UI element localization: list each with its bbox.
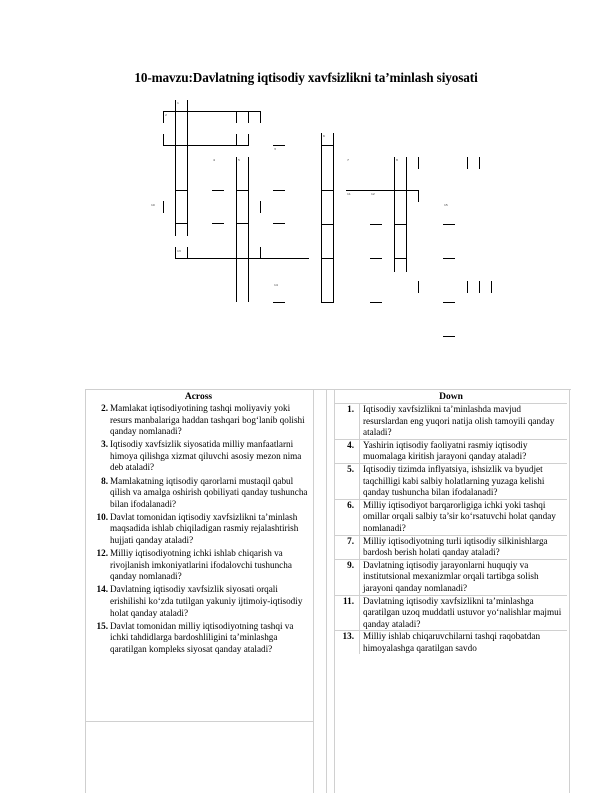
grid-line: [321, 224, 333, 225]
clue-number: 1.: [335, 404, 360, 439]
grid-line: [248, 134, 249, 146]
grid-number: 14: [274, 283, 278, 287]
grid-line: [187, 247, 188, 259]
across-clue: [86, 512, 311, 547]
table-border: [569, 390, 570, 793]
grid-line: [187, 180, 188, 236]
across-header: Across: [184, 392, 213, 402]
grid-line: [370, 258, 382, 259]
clue-text: Milliy iqtisodiyot barqarorligiga ichki yoki tashqi omillar orqali salbiy ta’sir ko‘rsatuvchi holat qanday nomlanadi?: [363, 499, 556, 533]
clue-text: Iqtisodiy xavfsizlik siyosatida milliy manfaatlarni himoya qilishga xizmat qiluvchi asosiy mezon nima deb ataladi?: [110, 439, 302, 473]
across-clue: [86, 403, 311, 438]
clue-number: 2.: [101, 403, 108, 413]
clue-number: 10.: [96, 511, 108, 522]
clues-table: [85, 389, 571, 793]
grid-line: [163, 201, 164, 213]
grid-line: [260, 247, 261, 259]
clue-number: 4.: [335, 440, 360, 463]
clue-number: 11.: [335, 596, 360, 631]
clue-number: 8.: [101, 475, 108, 486]
grid-line: [236, 223, 248, 224]
clue-text: Iqtisodiy tizimda inflyatsiya, ishsizlik va byudjet taqchilligi kabi salbiy holatlarning yuzaga kelishi qanday tushuncha bilan ifodalanadi?: [363, 463, 545, 498]
grid-line: [212, 223, 224, 224]
grid-number: 2: [165, 113, 167, 117]
grid-line: [236, 157, 237, 302]
grid-line: [321, 258, 333, 259]
clue-text: Davlatning iqtisodiy jarayonlarni huquqiy va institutsional mexanizmlar orqali tartibga solish jarayoni qanday nomlanadi?: [363, 559, 539, 593]
grid-line: [236, 111, 237, 123]
grid-line: [467, 157, 468, 169]
grid-line: [479, 281, 480, 293]
grid-line: [175, 223, 187, 224]
across-clue: [86, 476, 311, 511]
grid-line: [443, 302, 455, 303]
grid-line: [443, 224, 455, 225]
grid-line: [346, 190, 418, 191]
clue-number: 5.: [335, 464, 360, 499]
clue-number: 9.: [335, 560, 360, 595]
grid-line: [212, 190, 224, 191]
grid-line: [333, 133, 334, 303]
across-clue: [86, 584, 311, 619]
clue-number: 3.: [101, 439, 108, 450]
clue-number: 12.: [96, 548, 108, 559]
grid-number: 11: [347, 192, 351, 196]
grid-line: [479, 157, 480, 169]
table-border: [326, 390, 327, 793]
clue-text: Davlat tomonidan milliy iqtisodiyotning tashqi va ichki tahdidlarga bardoshliligini ta’minlashga qaratilgan kompleks siyosat qanday ataladi?: [110, 620, 294, 654]
table-border: [86, 721, 313, 722]
grid-line: [443, 336, 455, 337]
grid-line: [321, 190, 333, 191]
grid-line: [394, 157, 395, 272]
grid-line: [491, 281, 492, 293]
grid-line: [273, 302, 285, 303]
clue-text: Mamlakat iqtisodiyotining tashqi moliyaviy yoki resurs manbalariga haddan tashqari bog‘lanib qolishi qanday nomlanadi?: [110, 403, 305, 437]
crossword-grid: [0, 0, 612, 370]
down-header: Down: [335, 390, 567, 404]
down-clue: [335, 404, 567, 440]
grid-line: [418, 157, 419, 169]
clue-text: Davlatning iqtisodiy xavfsizlikni ta’minlashga qaratilgan uzoq muddatli ustuvor yo‘nalishlar majmui qanday ataladi?: [363, 595, 562, 629]
grid-line: [394, 258, 406, 259]
grid-line: [163, 134, 164, 146]
clue-text: Davlat tomonidan iqtisodiy xavfsizlikni ta’minlash maqsadida ishlab chiqiladigan rasmiy rejalashtirish hujjati qanday ataladi?: [110, 511, 299, 546]
grid-number: 10: [151, 203, 155, 207]
across-column: [86, 390, 311, 657]
grid-line: [418, 190, 419, 202]
grid-line: [273, 145, 285, 146]
clue-text: Mamlakatning iqtisodiy qarorlarni mustaqil qabul qilish va amalga oshirish qobiliyati qanday tushuncha bilan ifodalanadi?: [110, 475, 308, 509]
clue-number: 6.: [335, 500, 360, 535]
down-clue: [335, 560, 567, 596]
grid-line: [321, 302, 333, 303]
clue-number: 15.: [96, 620, 108, 631]
grid-line: [248, 111, 249, 123]
grid-line: [370, 224, 382, 225]
clue-text: Milliy iqtisodiyotning ichki ishlab chiqarish va rivojlanish imkoniyatlarini ifodalovchi tushuncha qanday nomlanadi?: [110, 548, 292, 582]
grid-line: [260, 111, 261, 123]
grid-number: 5: [238, 158, 240, 162]
grid-line: [236, 134, 237, 146]
grid-line: [394, 224, 406, 225]
down-clue: [335, 440, 567, 464]
clue-text: Yashirin iqtisodiy faoliyatni rasmiy iqtisodiy muomalaga kiritish jarayoni qanday ataladi?: [363, 439, 528, 462]
across-clue: [86, 548, 311, 583]
grid-line: [163, 111, 260, 112]
grid-number: 12: [371, 192, 375, 196]
clue-text: Milliy iqtisodiyotning turli iqtisodiy silkinishlarga bardosh berish holati qanday ataladi?: [363, 535, 548, 558]
across-clue: [86, 439, 311, 474]
down-column: [334, 390, 567, 793]
grid-number: 7: [347, 158, 349, 162]
down-clue: [335, 596, 567, 632]
grid-line: [467, 281, 468, 293]
grid-line: [273, 223, 285, 224]
grid-line: [175, 180, 176, 236]
document-title: 10-mavzu:Davlatning iqtisodiy xavfsizlikni ta’minlash siyosati: [134, 70, 478, 85]
clue-text: Davlatning iqtisodiy xavfsizlik siyosati orqali erishilishi ko‘zda tutilgan yakuniy ijtimoiy-iqtisodiy holat qanday ataladi?: [110, 584, 303, 618]
grid-line: [260, 201, 261, 213]
clue-number: 13.: [335, 631, 360, 654]
clue-text: Milliy ishlab chiqaruvchilarni tashqi raqobatdan himoyalashga qaratilgan savdo: [363, 631, 541, 653]
clue-number: 7.: [335, 536, 360, 559]
grid-line: [321, 145, 333, 146]
grid-line: [321, 133, 322, 303]
grid-line: [248, 157, 249, 302]
down-clue: [335, 464, 567, 500]
clue-number: 14.: [96, 584, 108, 595]
grid-line: [175, 258, 309, 259]
grid-line: [418, 281, 419, 293]
grid-line: [236, 190, 248, 191]
grid-line: [370, 302, 382, 303]
table-border: [313, 390, 314, 793]
clue-text: Iqtisodiy xavfsizlikni ta’minlashda mavjud resurslardan eng yuqori natija olish tamoyili qanday ataladi?: [363, 404, 555, 438]
grid-line: [273, 190, 285, 191]
grid-line: [163, 111, 164, 123]
down-clue: [335, 500, 567, 536]
down-clue: [335, 536, 567, 560]
grid-number: 1: [177, 101, 179, 105]
grid-line: [406, 157, 407, 272]
grid-number: 6: [323, 134, 325, 138]
grid-number: 8: [396, 158, 398, 162]
grid-number: 13: [177, 249, 181, 253]
grid-line: [175, 247, 176, 259]
across-clue: [86, 621, 311, 656]
grid-line: [175, 190, 187, 191]
grid-number: 3: [274, 147, 276, 151]
grid-number: 4: [213, 158, 215, 162]
grid-line: [443, 258, 455, 259]
down-clue: [335, 631, 567, 654]
grid-number: 15: [444, 203, 448, 207]
